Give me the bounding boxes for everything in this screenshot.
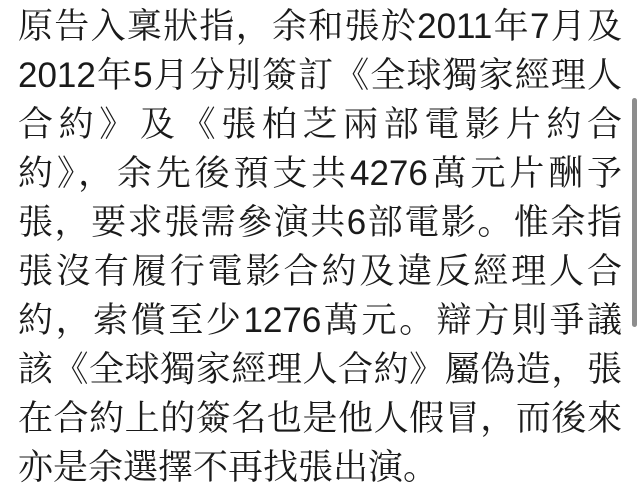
article-line: 張沒有履行電影合約及違反經理人合 xyxy=(18,252,622,291)
article-line: 約》，余先後預支共4276萬元片酬予 xyxy=(18,154,622,193)
article-line: 原告入稟狀指，余和張於2011年7月及 xyxy=(18,7,622,46)
article-line: 該《全球獨家經理人合約》屬偽造，張 xyxy=(18,350,622,389)
article-line: 張，要求張需參演共6部電影。惟余指 xyxy=(18,203,622,242)
article-line: 亦是余選擇不再找張出演。 xyxy=(18,448,439,487)
article-line: 在合約上的簽名也是他人假冒，而後來 xyxy=(18,399,622,438)
article-line: 2012年5月分別簽訂《全球獨家經理人 xyxy=(18,56,622,95)
scrollbar-thumb[interactable] xyxy=(632,98,637,327)
article-line: 合約》及《張柏芝兩部電影片約合 xyxy=(18,105,622,144)
article-line: 約，索償至少1276萬元。辯方則爭議 xyxy=(18,301,622,340)
